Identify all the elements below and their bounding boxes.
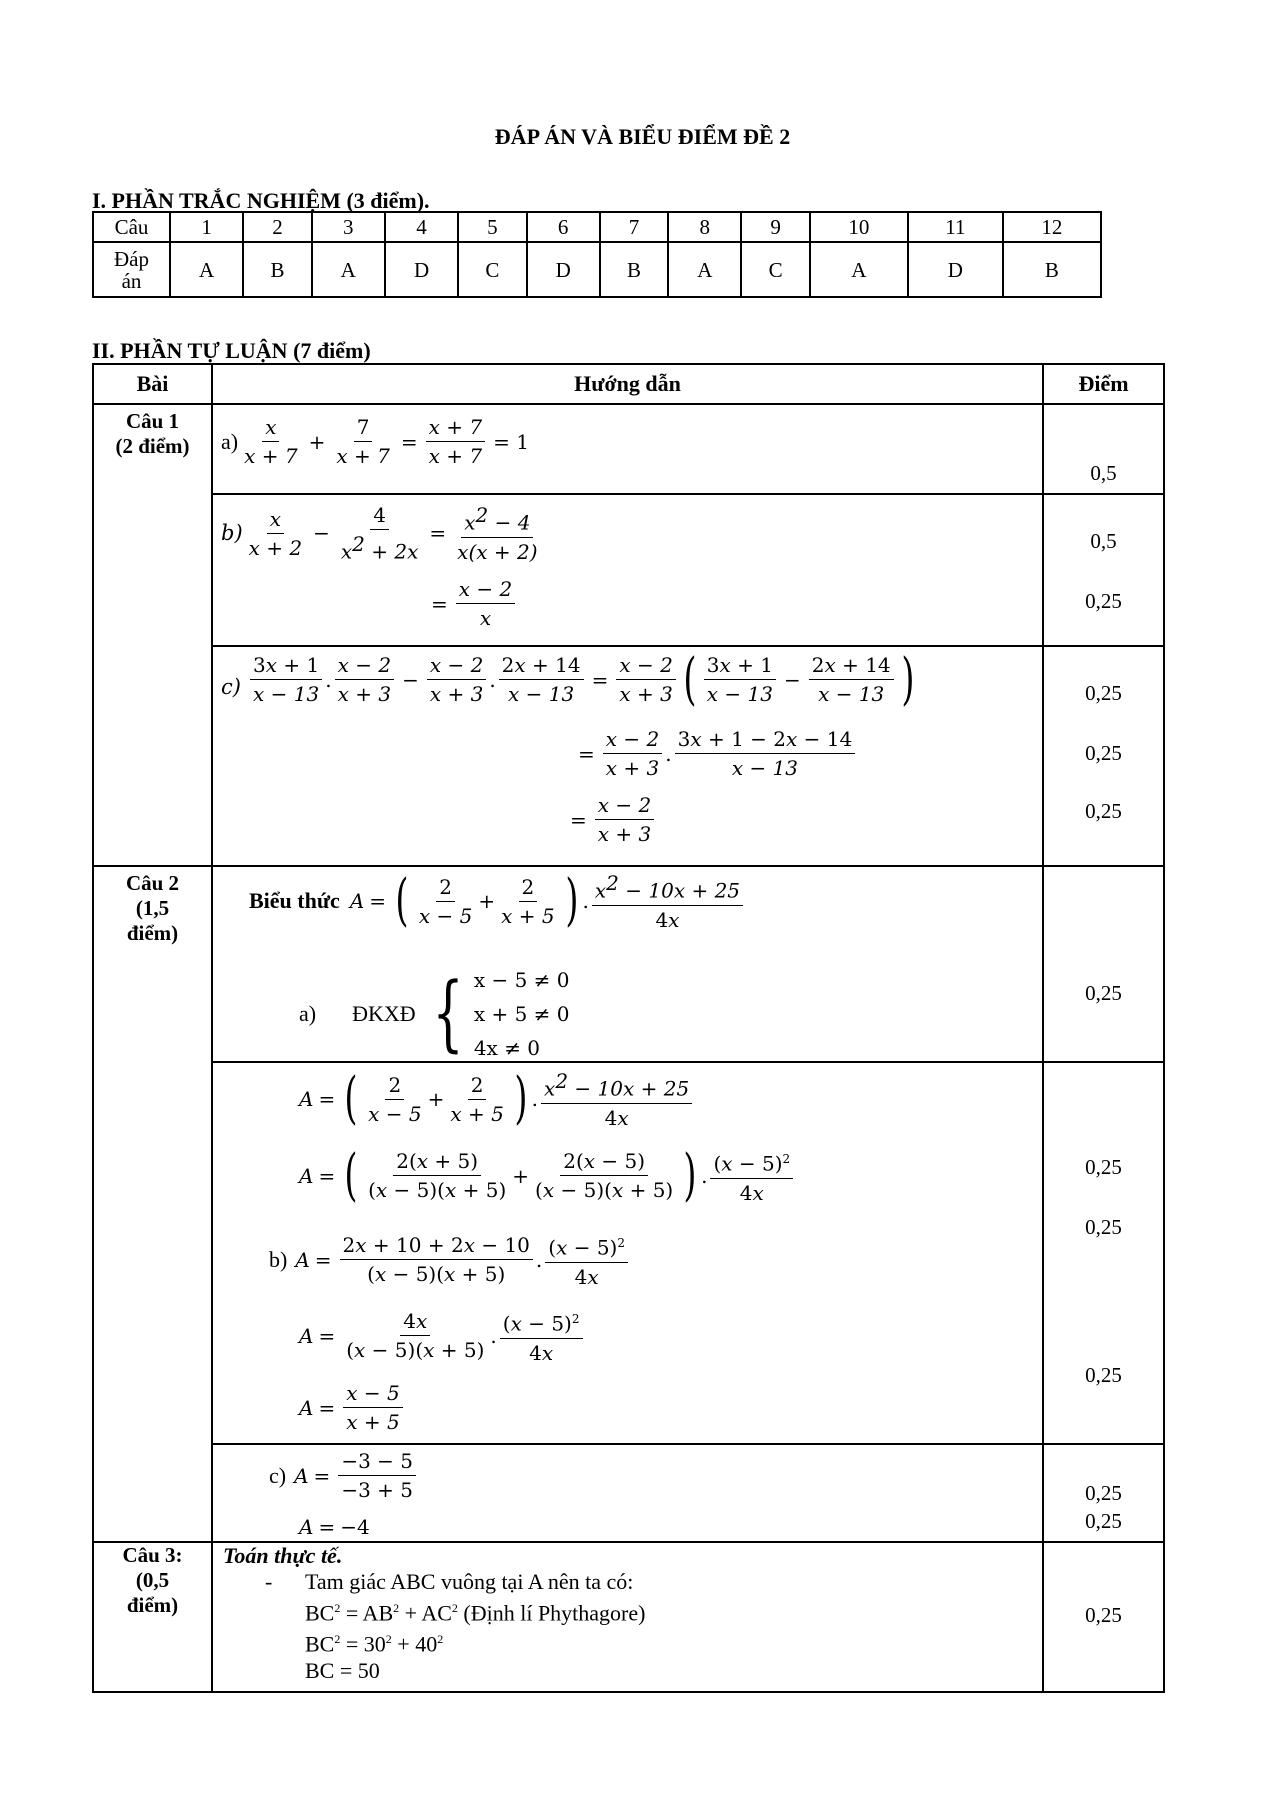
cau2-b-step4: A = $\frac{4x}{(x - 5)(x + 5)}$ . $\frac{(x - 5)^2}{4x}$ [299, 1305, 586, 1367]
answer-cell: D [908, 242, 1003, 297]
cau2-b-step2: A = ( $\frac{2(x + 5)}{(x - 5)(x + 5)}$ + $\frac{2(x - 5)}{(x - 5)(x + 5)}$ ) . $\frac{(x - 5)^2}{4x}$ [299, 1145, 796, 1207]
cau1-a-row [93, 404, 1164, 494]
answer-header [93, 242, 170, 297]
question-row [93, 212, 1101, 242]
answer-cell: D [385, 242, 458, 297]
question-number: 9 [741, 212, 809, 242]
question-number: 3 [312, 212, 385, 242]
section2-heading: II. PHẦN TỰ LUẬN (7 điểm) [92, 338, 371, 363]
cau2-b-score-cell [1043, 1062, 1164, 1444]
fraction: $\frac{x^2 - 4}{x(x + 2)}$ [457, 503, 538, 564]
col-header-bai: Bài [93, 364, 212, 404]
cau1-c-content [212, 646, 1043, 866]
cau2-c-step2: A = −4 [299, 1515, 370, 1539]
brace-icon: { [432, 966, 464, 1061]
cau1-a-score-cell [1043, 404, 1164, 494]
header-row [93, 364, 1164, 404]
question-number: 10 [810, 212, 908, 242]
cau2-c-row [93, 1444, 1164, 1542]
score: 0,25 [1085, 799, 1122, 823]
cau2-points: (1,5 điểm) [126, 896, 179, 945]
essay-table [92, 363, 1165, 1693]
question-number: 5 [458, 212, 526, 242]
cau1-a-content [212, 404, 1043, 494]
section1-heading: I. PHẦN TRẮC NGHIỆM (3 điểm). [92, 188, 430, 213]
score: 0,25 [1085, 1363, 1122, 1387]
cau1-c-line2: = $\frac{x - 2}{x + 3}$ . $\frac{3x + 1 - 2x - 14}{x - 13}$ [573, 725, 858, 782]
multiple-choice-table [92, 211, 1102, 298]
cau1-b-row [93, 494, 1164, 646]
cau2-c-score-cell [1043, 1444, 1164, 1542]
cau1-c-row [93, 646, 1164, 866]
answer-cell: A [668, 242, 741, 297]
answer-cell: C [458, 242, 526, 297]
cau1-points: (2 điểm) [115, 434, 190, 458]
cau1-b-score-cell [1043, 494, 1164, 646]
cau2-b-row [93, 1062, 1164, 1444]
score: 0,25 [1085, 1481, 1122, 1505]
question-number: 2 [243, 212, 311, 242]
cau3-label-cell [93, 1542, 212, 1692]
fraction: $\frac{x + 7}{x + 7}$ [426, 413, 485, 470]
part-label: a) [299, 1001, 317, 1026]
condition: 4x ≠ 0 [473, 1036, 541, 1060]
answer-cell: A [170, 242, 243, 297]
cau2-b-step5: A = $\frac{x - 5}{x + 5}$ [299, 1379, 406, 1436]
cau3-bullet-line [213, 1569, 1042, 1595]
part-label: c) [221, 675, 241, 699]
solution-line: $BC^2 = AB^2 + AC^2$ (Định lí Phythagore) [305, 1600, 646, 1626]
document-title: ĐÁP ÁN VÀ BIỂU ĐIỂM ĐỀ 2 [494, 124, 791, 149]
answer-row [93, 242, 1101, 297]
cau2-expression: Biểu thức A = ( $\frac{2}{x - 5}$ + $\frac{2}{x + 5}$ ) . $\frac{x^2 - 10x + 25}{4x}$ [249, 869, 746, 934]
cau3-label: Câu 3: [122, 1543, 183, 1567]
question-number: 11 [908, 212, 1003, 242]
cau1-label: Câu 1 [125, 409, 180, 433]
part-label: a) [221, 428, 239, 454]
score: 0,25 [1085, 1509, 1122, 1533]
cau2-b-step1: A = ( $\frac{2}{x - 5}$ + $\frac{2}{x + 5}$ ) . $\frac{x^2 - 10x + 25}{4x}$ [299, 1067, 695, 1132]
score: 0,5 [1090, 461, 1117, 485]
answer-header-text: Đáp án [114, 246, 149, 293]
question-number: 12 [1003, 212, 1101, 242]
answer-cell: C [741, 242, 809, 297]
fraction: $\frac{x}{x + 2}$ [248, 506, 303, 560]
cau2-label-cell [93, 866, 212, 1542]
cau2-b-step3: b) A = $\frac{2x + 10 + 2x - 10}{(x - 5)(x + 5)}$ . $\frac{(x - 5)^2}{4x}$ [269, 1229, 631, 1291]
answer-cell: A [312, 242, 385, 297]
answer-cell: B [243, 242, 311, 297]
question-number: 4 [385, 212, 458, 242]
fraction: $\frac{7}{x + 7}$ [336, 415, 390, 468]
col-header-diem: Điểm [1043, 364, 1164, 404]
solution-line: Tam giác ABC vuông tại A nên ta có: [305, 1569, 634, 1594]
score: 0,25 [1085, 1155, 1122, 1179]
fraction: $\frac{4}{x^2 + 2x}$ [340, 503, 419, 564]
fraction: $\frac{x - 2}{x}$ [456, 575, 515, 632]
intro-label: Biểu thức [249, 888, 340, 914]
cau3-row [93, 1542, 1164, 1692]
cau2-a-score-cell [1043, 866, 1164, 1062]
cau2-b-content [212, 1062, 1043, 1444]
cau2-a-dkxd [299, 963, 570, 1065]
condition: x + 5 ≠ 0 [473, 1002, 570, 1026]
cau1-c-score-cell [1043, 646, 1164, 866]
cau1-b-line1: b) $\frac{x}{x + 2}$ − $\frac{4}{x^2 + 2x}$ = $\frac{x^2 - 4}{x(x + 2)}$ [221, 501, 544, 566]
cau1-b-line2: = $\frac{x - 2}{x}$ [426, 575, 518, 632]
answer-cell: A [810, 242, 908, 297]
score: 0,25 [1085, 981, 1122, 1005]
cau3-points: (0,5 điểm) [126, 1568, 179, 1617]
score: 0,25 [1085, 681, 1122, 705]
solution-line: BC = 50 [305, 1657, 380, 1683]
part-label: b) [269, 1246, 288, 1272]
cau2-a-row [93, 866, 1164, 1062]
cau3-content [212, 1542, 1043, 1692]
dkxd-label: ĐKXĐ [352, 1001, 416, 1026]
topic-text: Toán thực tế [223, 1543, 337, 1568]
cau2-label: Câu 2 [125, 871, 180, 895]
cau3-score-cell [1043, 1542, 1164, 1692]
score: 0,25 [1085, 589, 1122, 613]
score: 0,25 [1085, 741, 1122, 765]
cau1-c-line1: $\frac{3x + 1}{x - 13}$ . $\frac{x - 2}{x + 3}$ − $\frac{x - 2}{x + 3}$ . $\frac{2x + 14}{x - 13}$ = $\frac{x - 2}{x + 3}$ ( $\frac{3x + 1}{x - 13}$ − $\frac{2x + 14}{x - 13}$ ) [247, 651, 919, 708]
condition: x − 5 ≠ 0 [473, 968, 570, 992]
cau2-a-content [212, 866, 1043, 1062]
question-number: 8 [668, 212, 741, 242]
cau1-b-content [212, 494, 1043, 646]
cau3-topic: Toán thực tế. [223, 1543, 343, 1568]
fraction: $\frac{x}{x + 7}$ [244, 415, 298, 468]
part-label: b) [221, 521, 243, 546]
part-label: c) [269, 1462, 287, 1488]
answer-cell: D [527, 242, 600, 297]
question-number: 6 [527, 212, 600, 242]
cau2-c-step1: c) A = $\frac{-3 - 5}{-3 + 5}$ [269, 1447, 419, 1504]
question-number: 1 [170, 212, 243, 242]
col-header-huong-dan: Hướng dẫn [212, 364, 1043, 404]
condition-list [474, 963, 570, 1065]
bullet: - [265, 1569, 273, 1594]
score: 0,5 [1090, 529, 1117, 553]
question-header: Câu [93, 212, 170, 242]
answer-cell: B [1003, 242, 1101, 297]
score: 0,25 [1085, 1603, 1122, 1627]
score: 0,25 [1085, 1215, 1122, 1239]
cau1-a-equation: a) $\frac{x}{x + 7}$ + $\frac{7}{x + 7}$ = $\frac{x + 7}{x + 7}$ = 1 [221, 415, 529, 468]
cau2-c-content [212, 1444, 1043, 1542]
answer-cell: B [600, 242, 668, 297]
cau1-label-cell [93, 404, 212, 866]
solution-line: $BC^2 = 30^2 + 40^2$ [305, 1631, 444, 1657]
question-number: 7 [600, 212, 668, 242]
cau1-c-line3: = $\frac{x - 2}{x + 3}$ [565, 791, 657, 848]
